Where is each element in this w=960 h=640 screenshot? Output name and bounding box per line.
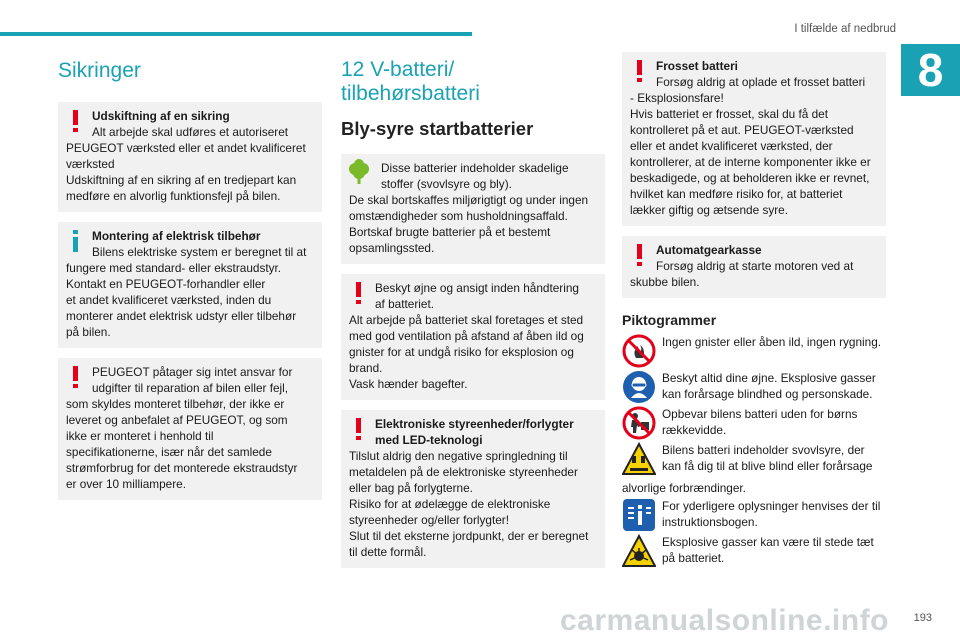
warning-box-fuse-replacement bbox=[58, 102, 322, 212]
pictogram-row bbox=[622, 406, 886, 440]
pictogram-text bbox=[662, 406, 886, 440]
warning-exclamation-icon bbox=[630, 243, 650, 267]
box-line: Beskyt øjne og ansigt inden håndtering bbox=[375, 281, 579, 295]
box-line: skubbe bilen. bbox=[630, 275, 700, 289]
chapter-number-badge: 8 bbox=[901, 44, 960, 96]
box-line: Bortskaf brugte batterier på et bestemt bbox=[349, 225, 551, 239]
box-heading: Udskiftning af en sikring bbox=[92, 109, 230, 123]
box-line: værksted bbox=[66, 157, 115, 171]
eco-box-disposal bbox=[341, 154, 605, 264]
box-line: opsamlingssted. bbox=[349, 241, 435, 255]
box-line: Alt arbejde skal udføres et autoriseret bbox=[92, 125, 289, 139]
box-line: Kontakt en PEUGEOT-forhandler eller bbox=[66, 277, 266, 291]
explosive-icon bbox=[622, 534, 656, 568]
warning-exclamation-icon bbox=[66, 109, 86, 133]
box-line: kontrolleret på et aut. PEUGEOT-værksted bbox=[630, 123, 854, 137]
warning-exclamation-icon bbox=[66, 365, 86, 389]
warning-exclamation-icon bbox=[349, 417, 369, 441]
section-title-fuses: Sikringer bbox=[58, 59, 141, 82]
box-line: fungere med standard- eller ekstraudstyr. bbox=[66, 261, 282, 275]
eye-protection-icon bbox=[622, 370, 656, 404]
box-line: Forsøg aldrig at starte motoren ved at bbox=[656, 259, 854, 273]
box-line: som skyldes monteret tilbehør, der ikke er bbox=[66, 397, 285, 411]
warning-box-frozen-battery bbox=[622, 52, 886, 226]
column-fuses bbox=[58, 52, 322, 510]
box-heading: med LED-teknologi bbox=[375, 433, 483, 447]
box-heading: Elektroniske styreenheder/forlygter bbox=[375, 417, 574, 431]
pictogram-text bbox=[662, 370, 886, 404]
column-battery bbox=[341, 52, 605, 578]
box-line: kontrollerer, at de interne komponenter ikke er bbox=[630, 155, 871, 169]
pictogram-line: Bilens batteri indeholder svovlsyre, der bbox=[662, 443, 865, 457]
box-line: Disse batterier indeholder skadelige bbox=[381, 161, 569, 175]
box-line: med god ventilation på afstand af åben ild og bbox=[349, 329, 584, 343]
section-title-line: 12 V-batteri/ bbox=[341, 58, 455, 81]
warning-box-led-ecu bbox=[341, 410, 605, 568]
corrosive-icon bbox=[622, 442, 656, 476]
box-heading: Automatgearkasse bbox=[656, 243, 762, 257]
box-line: beskadigede, og at beholderen ikke er revnet, bbox=[630, 171, 870, 185]
box-line: medføre en alvorlig funktionsfejl på bilen. bbox=[66, 189, 281, 203]
page-number: 193 bbox=[913, 612, 932, 624]
box-line: omstændigheder som husholdningsaffald. bbox=[349, 209, 568, 223]
pictogram-line: kan få dig til at blive blind eller forårsage bbox=[662, 459, 873, 473]
box-line: specifikationerne, især når det samlede bbox=[66, 445, 272, 459]
pictogram-row bbox=[622, 442, 886, 496]
pictogram-line: Opbevar bilens batteri uden for børns bbox=[662, 407, 858, 421]
box-line: udgifter til reparation af bilen eller fejl, bbox=[92, 381, 289, 395]
box-line: lækker giftig og ætsende syre. bbox=[630, 203, 789, 217]
recycling-tree-icon bbox=[347, 159, 371, 185]
box-line: Risiko for at ødelægge de elektroniske bbox=[349, 497, 551, 511]
warning-exclamation-icon bbox=[630, 59, 650, 83]
pictogram-line: rækkevidde. bbox=[662, 423, 727, 437]
box-line: Tilslut aldrig den negative springledning til bbox=[349, 449, 568, 463]
info-icon bbox=[66, 229, 86, 253]
pictogram-line: Beskyt altid dine øjne. Eksplosive gasser bbox=[662, 371, 876, 385]
warning-box-protect-eyes bbox=[341, 274, 605, 400]
watermark: carmanualsonline.info bbox=[560, 604, 889, 637]
pictogram-text bbox=[662, 334, 886, 368]
box-line: stoffer (svovlsyre og bly). bbox=[381, 177, 512, 191]
pictogram-row bbox=[622, 370, 886, 404]
manual-icon bbox=[622, 498, 656, 532]
pictogram-text bbox=[662, 534, 886, 568]
box-line: PEUGEOT påtager sig intet ansvar for bbox=[92, 365, 293, 379]
warning-box-liability bbox=[58, 358, 322, 500]
box-line: på bilen. bbox=[66, 325, 111, 339]
pictogram-line: alvorlige forbrændinger. bbox=[622, 481, 746, 495]
keep-from-children-icon bbox=[622, 406, 656, 440]
pictogram-row bbox=[622, 498, 886, 532]
column-warnings-pictograms bbox=[622, 52, 886, 570]
pictogram-row bbox=[622, 334, 886, 368]
box-line: Forsøg aldrig at oplade et frosset batteri bbox=[656, 75, 866, 89]
box-line: De skal bortskaffes miljørigtigt og under ingen bbox=[349, 193, 589, 207]
header-accent-rule bbox=[0, 32, 472, 36]
box-heading: Montering af elektrisk tilbehør bbox=[92, 229, 261, 243]
box-heading: Frosset batteri bbox=[656, 59, 738, 73]
subheading-lead-acid: Bly-syre startbatterier bbox=[341, 118, 534, 139]
box-line: Vask hænder bagefter. bbox=[349, 377, 468, 391]
pictogram-line: Eksplosive gasser kan være til stede tæt bbox=[662, 535, 874, 549]
box-line: Slut til det eksterne jordpunkt, der er beregnet bbox=[349, 529, 589, 543]
pictogram-row bbox=[622, 534, 886, 568]
warning-exclamation-icon bbox=[349, 281, 369, 305]
box-line: eller bag på forlygterne. bbox=[349, 481, 473, 495]
pictogram-line: kan forårsage blindhed og personskade. bbox=[662, 387, 873, 401]
box-line: strømforbrug for det monterede ekstraudstyr bbox=[66, 461, 298, 475]
box-line: et andet kvalificeret værksted, inden du bbox=[66, 293, 272, 307]
info-box-electrical-accessories bbox=[58, 222, 322, 348]
pictogram-line: For yderligere oplysninger henvises der til bbox=[662, 499, 881, 513]
box-line: Alt arbejde på batteriet skal foretages et sted bbox=[349, 313, 584, 327]
box-line: af batteriet. bbox=[375, 297, 435, 311]
no-fire-icon bbox=[622, 334, 656, 368]
box-line: Udskiftning af en sikring af en tredjepart kan bbox=[66, 173, 297, 187]
box-line: leveret og anbefalet af PEUGEOT, og som bbox=[66, 413, 288, 427]
pictogram-line: Ingen gnister eller åben ild, ingen rygning. bbox=[662, 335, 882, 349]
subheading-pictograms: Piktogrammer bbox=[622, 312, 717, 328]
pictogram-line: instruktionsbogen. bbox=[662, 515, 758, 529]
section-title-battery bbox=[341, 58, 605, 106]
box-line: gnister for at undgå risiko for eksplosion og bbox=[349, 345, 574, 359]
box-line: styreenheder og/eller forlygter! bbox=[349, 513, 509, 527]
box-line: Hvis batteriet er frosset, skal du få det bbox=[630, 107, 829, 121]
box-line: er over 10 milliampere. bbox=[66, 477, 186, 491]
box-line: Bilens elektriske system er beregnet til at bbox=[92, 245, 307, 259]
box-line: PEUGEOT værksted eller et andet kvalificeret bbox=[66, 141, 306, 155]
box-line: ikke er monteret i henhold til bbox=[66, 429, 214, 443]
box-line: eller et andet kvalificeret værksted, der bbox=[630, 139, 833, 153]
box-line: hvilket kan medføre risiko for, at batteriet bbox=[630, 187, 843, 201]
box-line: monterer andet elektrisk udstyr eller tilbehør bbox=[66, 309, 297, 323]
box-line: metaldelen på de elektroniske styreenheder bbox=[349, 465, 578, 479]
box-line: til dette formål. bbox=[349, 545, 427, 559]
box-line: - Eksplosionsfare! bbox=[630, 91, 724, 105]
pictogram-text bbox=[662, 442, 886, 476]
section-title-line: tilbehørsbatteri bbox=[341, 82, 480, 105]
pictogram-text bbox=[662, 498, 886, 532]
warning-box-automatic-gearbox bbox=[622, 236, 886, 298]
pictogram-line: på batteriet. bbox=[662, 551, 725, 565]
box-line: brand. bbox=[349, 361, 383, 375]
header-title: I tilfælde af nedbrud bbox=[794, 23, 896, 35]
